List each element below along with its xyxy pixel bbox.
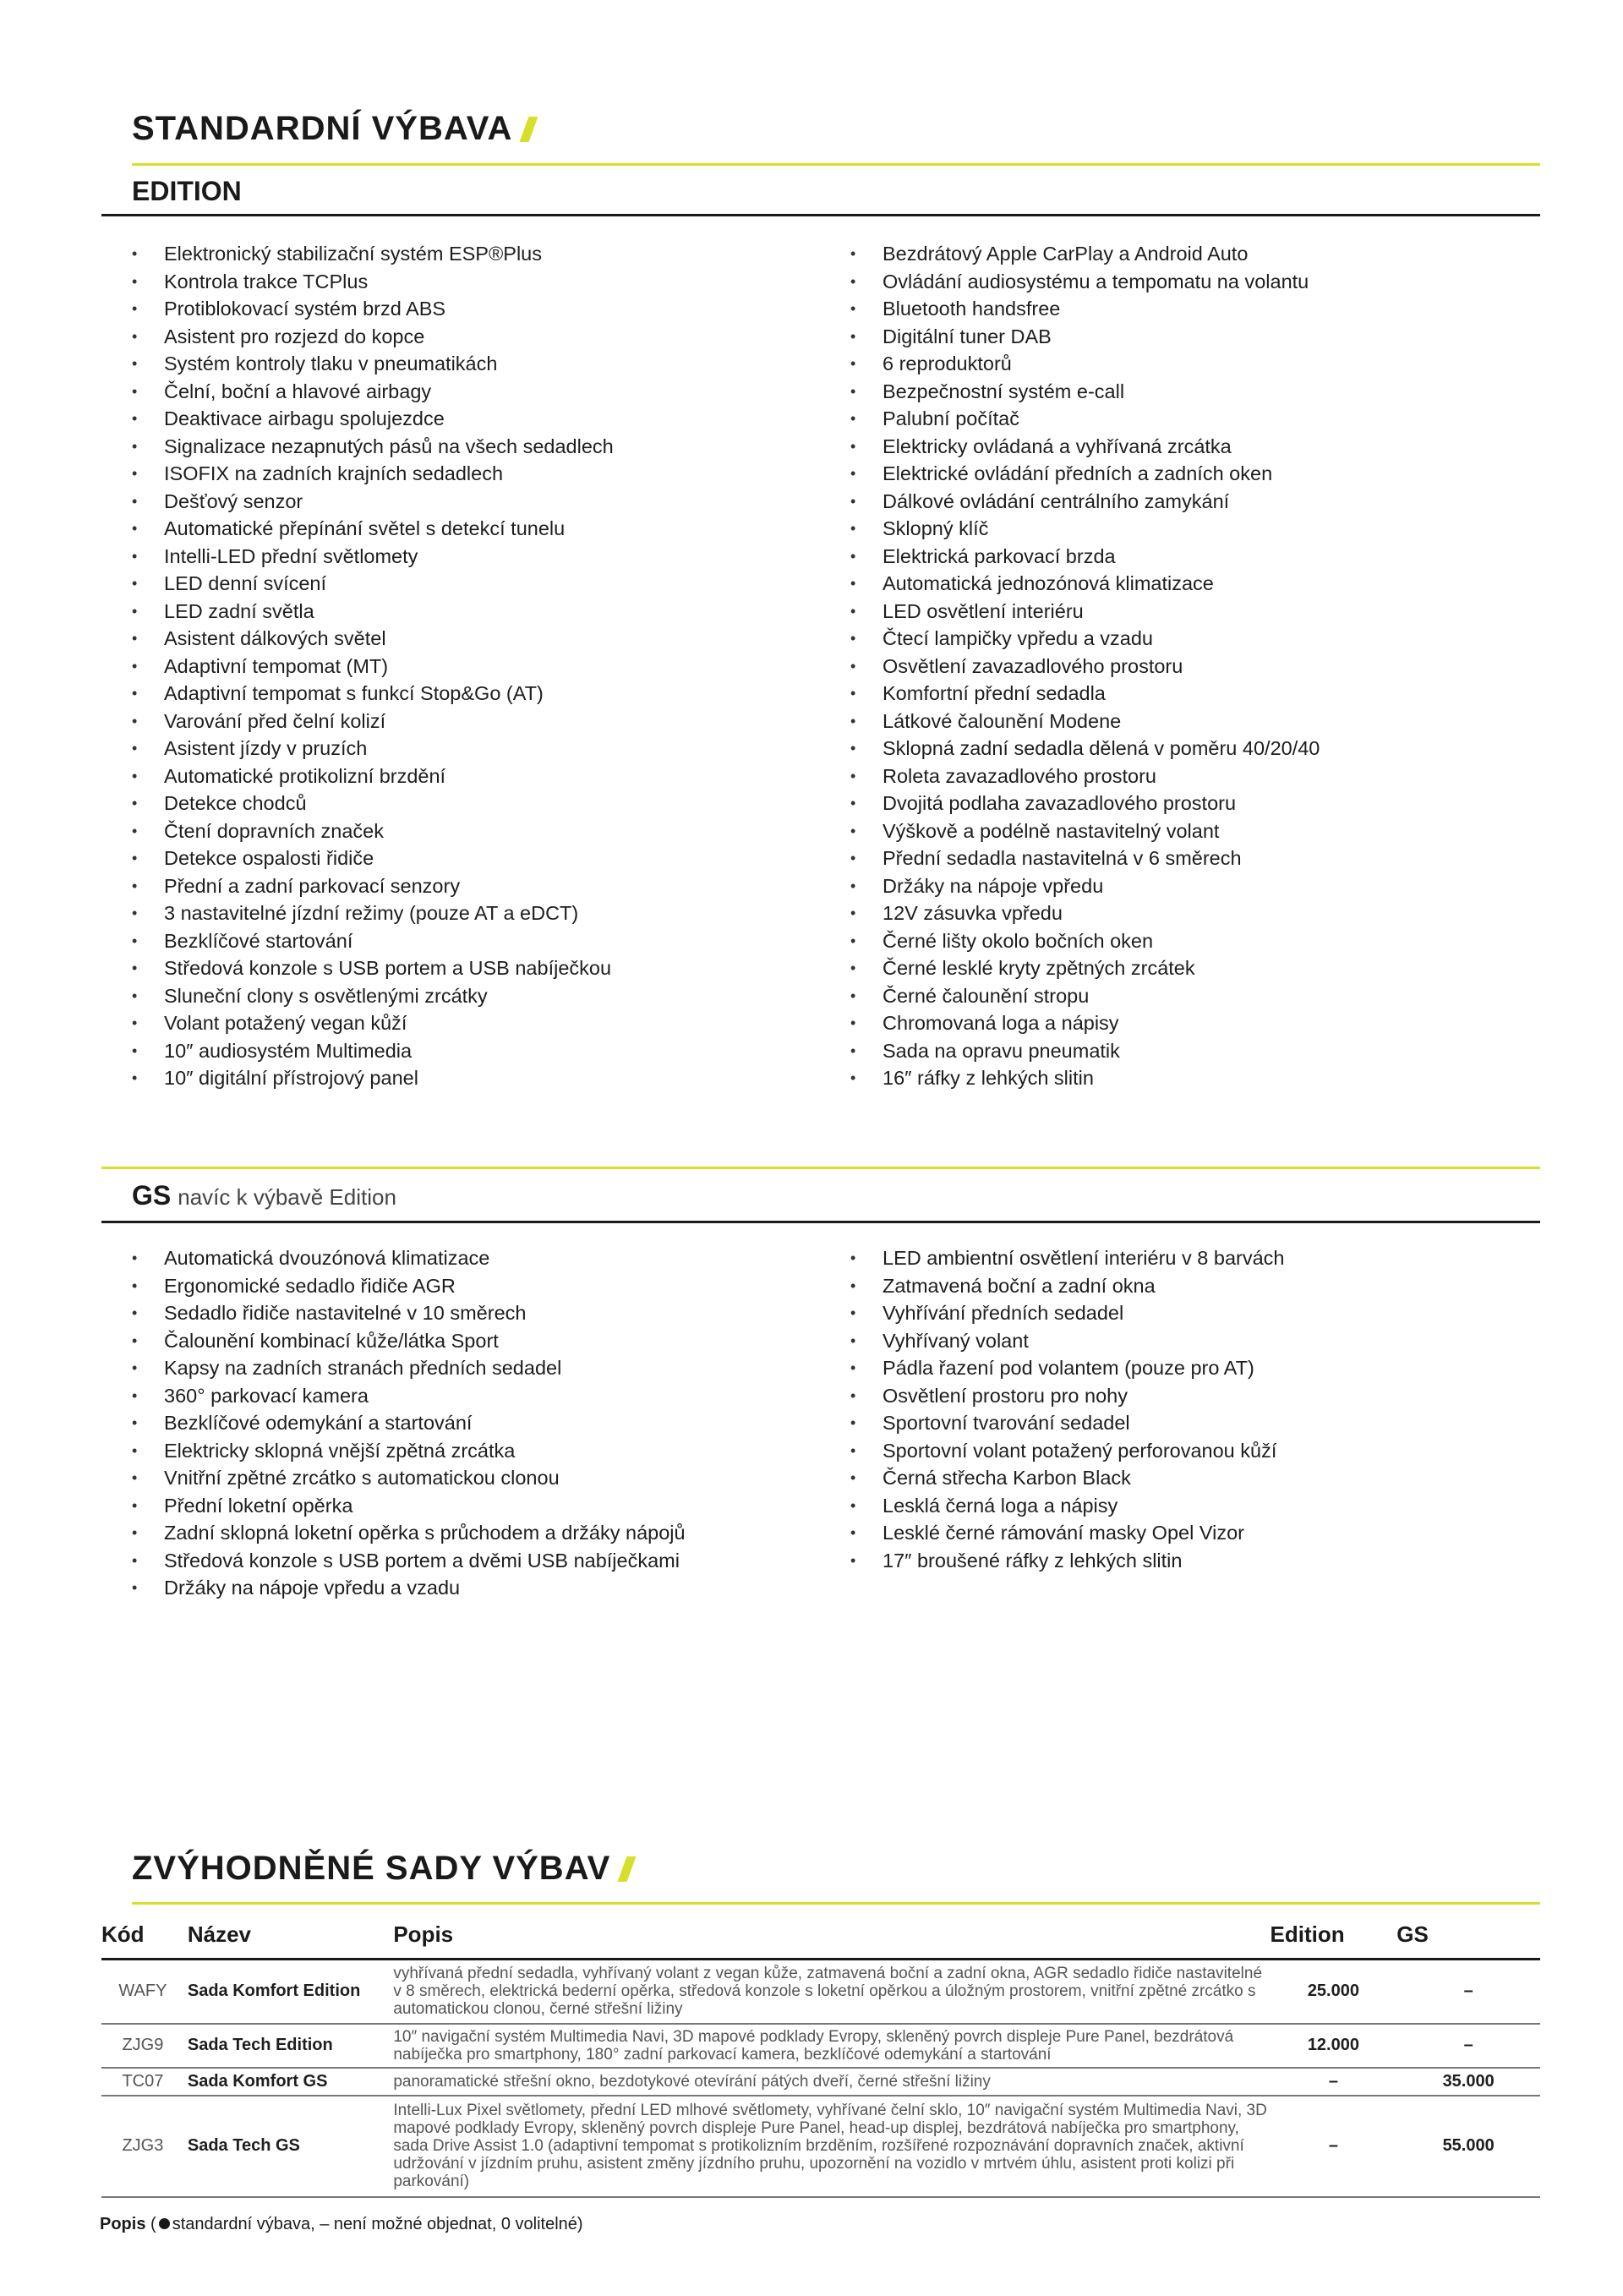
packages-title: [132, 1850, 631, 1888]
row-edition-price: –: [1271, 2068, 1397, 2096]
list-item: • Ovládání audiosystému a tempomatu na volantu: [850, 268, 1320, 296]
list-item: • Sada na opravu pneumatik: [850, 1037, 1320, 1065]
list-item: • Elektricky ovládaná a vyhřívaná zrcátka: [850, 433, 1320, 461]
list-item: • LED zadní světla: [132, 598, 614, 626]
legend-rest: – není možné objednat, 0 volitelné): [320, 2215, 583, 2233]
list-item: • Varování před čelní kolizí: [132, 708, 614, 735]
list-item: • Přední loketní opěrka: [132, 1492, 686, 1520]
gs-divider: [101, 1221, 1540, 1223]
standard-equipment-title-text: STANDARDNÍ VÝBAVA: [132, 110, 513, 147]
list-item: • Držáky na nápoje vpředu: [850, 872, 1320, 900]
list-item: • Volant potažený vegan kůží: [132, 1009, 614, 1037]
gs-list-left: [132, 1244, 686, 1602]
row-name: Sada Tech GS: [184, 2096, 393, 2197]
list-item: • Černá střecha Karbon Black: [850, 1464, 1284, 1492]
col-name-header: Název: [184, 1919, 393, 1960]
list-item: • LED ambientní osvětlení interiéru v 8 barvách: [850, 1244, 1284, 1272]
list-item: • Zadní sklopná loketní opěrka s průchodem a držáky nápojů: [132, 1519, 686, 1547]
col-gs-header: GS: [1396, 1919, 1540, 1960]
list-item: • Bezklíčové odemykání a startování: [132, 1409, 686, 1437]
list-item: • Sklopný klíč: [850, 515, 1320, 543]
row-edition-price: 25.000: [1271, 1960, 1397, 2024]
list-item: • Čtení dopravních značek: [132, 817, 614, 845]
row-code: ZJG3: [101, 2096, 184, 2197]
legend: [100, 2215, 583, 2234]
row-desc: vyhřívaná přední sedadla, vyhřívaný volant z vegan kůže, zatmavená boční a zadní okna, AGR sedadlo řidiče nastavitelné v 8 směrech, elektrická bederní opěrka, středová konzole s loketní opěrkou a úložným prostorem, vnitřní zpětné zrcátko s automatickou clonou, černé střešní ližiny: [393, 1960, 1270, 2024]
col-desc-header: Popis: [393, 1919, 1270, 1960]
list-item: • Automatická dvouzónová klimatizace: [132, 1244, 686, 1272]
list-item: • Detekce ospalosti řidiče: [132, 845, 614, 872]
list-item: • Sklopná zadní sedadla dělená v poměru 40/20/40: [850, 735, 1320, 763]
row-gs-price: –: [1396, 1960, 1540, 2024]
list-item: • Komfortní přední sedadla: [850, 680, 1320, 708]
standard-dot-icon: [159, 2218, 170, 2229]
list-item: • Chromovaná loga a nápisy: [850, 1009, 1320, 1037]
list-item: • LED denní svícení: [132, 570, 614, 598]
list-item: • Bezpečnostní systém e-call: [850, 378, 1320, 406]
list-item: • Deaktivace airbagu spolujezdce: [132, 405, 614, 433]
title-underline: [132, 163, 1540, 166]
list-item: • Držáky na nápoje vpředu a vzadu: [132, 1574, 686, 1602]
list-item: • 10″ digitální přístrojový panel: [132, 1064, 614, 1092]
list-item: • Sportovní tvarování sedadel: [850, 1409, 1284, 1437]
list-item: • ISOFIX na zadních krajních sedadlech: [132, 460, 614, 488]
list-item: • Kapsy na zadních stranách předních sedadel: [132, 1354, 686, 1382]
row-gs-price: 55.000: [1396, 2096, 1540, 2197]
row-name: Sada Komfort GS: [184, 2068, 393, 2096]
list-item: • Pádla řazení pod volantem (pouze pro AT): [850, 1354, 1284, 1382]
list-item: • Bluetooth handsfree: [850, 295, 1320, 323]
list-item: • 360° parkovací kamera: [132, 1382, 686, 1410]
row-name: Sada Tech Edition: [184, 2024, 393, 2068]
list-item: • Adaptivní tempomat s funkcí Stop&Go (AT): [132, 680, 614, 708]
row-desc: 10″ navigační systém Multimedia Navi, 3D mapové podklady Evropy, skleněný povrch displeje Pure Panel, bezdrátová nabíječka pro smartphony, 180° zadní parkovací kamera, bezklíčové odemykání a startování: [393, 2024, 1270, 2068]
row-desc: panoramatické střešní okno, bezdotykové otevírání pátých dveří, černé střešní ližiny: [393, 2068, 1270, 2096]
list-item: • Elektrické ovládání předních a zadních oken: [850, 460, 1320, 488]
standard-equipment-title: [132, 110, 533, 148]
list-item: • Sportovní volant potažený perforovanou kůží: [850, 1437, 1284, 1465]
edition-title: EDITION: [132, 176, 242, 206]
col-code-header: Kód: [101, 1919, 184, 1960]
list-item: • Bezdrátový Apple CarPlay a Android Auto: [850, 240, 1320, 268]
list-item: • 17″ broušené ráfky z lehkých slitin: [850, 1547, 1284, 1575]
col-edition-header: Edition: [1271, 1919, 1397, 1960]
gs-list-right: [850, 1244, 1284, 1574]
table-row: [101, 2068, 1540, 2096]
list-item: • Dálkové ovládání centrálního zamykání: [850, 488, 1320, 516]
list-item: • Systém kontroly tlaku v pneumatikách: [132, 350, 614, 378]
packages-table: [101, 1919, 1540, 2198]
legend-open: (: [150, 2215, 156, 2233]
row-gs-price: –: [1396, 2024, 1540, 2068]
list-item: • Dešťový senzor: [132, 488, 614, 516]
list-item: • Zatmavená boční a zadní okna: [850, 1272, 1284, 1300]
list-item: • 16″ ráfky z lehkých slitin: [850, 1064, 1320, 1092]
packages-header-row: [101, 1919, 1540, 1960]
list-item: • Černé lišty okolo bočních oken: [850, 927, 1320, 955]
edition-divider: [101, 214, 1540, 216]
list-item: • Bezklíčové startování: [132, 927, 614, 955]
list-item: • Černé lesklé kryty zpětných zrcátek: [850, 954, 1320, 982]
list-item: • Kontrola trakce TCPlus: [132, 268, 614, 296]
list-item: • 3 nastavitelné jízdní režimy (pouze AT a eDCT): [132, 899, 614, 927]
table-row: [101, 1960, 1540, 2024]
list-item: • Vyhřívání předních sedadel: [850, 1299, 1284, 1327]
list-item: • LED osvětlení interiéru: [850, 598, 1320, 626]
list-item: • Přední a zadní parkovací senzory: [132, 872, 614, 900]
gs-title-text: GS: [132, 1180, 172, 1211]
list-item: • Čalounění kombinací kůže/látka Sport: [132, 1327, 686, 1355]
row-code: TC07: [101, 2068, 184, 2096]
list-item: • Ergonomické sedadlo řidiče AGR: [132, 1272, 686, 1300]
list-item: • Protiblokovací systém brzd ABS: [132, 295, 614, 323]
list-item: • Lesklá černá loga a nápisy: [850, 1492, 1284, 1520]
row-desc: Intelli-Lux Pixel světlomety, přední LED mlhové světlomety, vyhřívané čelní sklo, 10″ navigační systém Multimedia Navi, 3D mapové podklady Evropy, skleněný povrch displeje Pure Panel, head-up displej, bezdrátová nabíječka pro smartphony, sada Drive Assist 1.0 (adaptivní tempomat s protikolizním brzděním, rozšířené rozpoznávání dopravních značek, aktivní udržování v jízdním pruhu, asistent změny jízdního pruhu, upozornění na vozidlo v mrtvém úhlu, asistent proti kolizi při parkování): [393, 2096, 1270, 2197]
packages-underline: [132, 1902, 1540, 1905]
list-item: • Automatické přepínání světel s detekcí tunelu: [132, 515, 614, 543]
table-row: [101, 2024, 1540, 2068]
gs-subtitle: navíc k výbavě Edition: [178, 1184, 396, 1210]
list-item: • Asistent pro rozjezd do kopce: [132, 323, 614, 351]
row-edition-price: –: [1271, 2096, 1397, 2197]
gs-top-line: [101, 1167, 1540, 1169]
list-item: • Černé čalounění stropu: [850, 982, 1320, 1010]
list-item: • Čelní, boční a hlavové airbagy: [132, 378, 614, 406]
list-item: • Dvojitá podlaha zavazadlového prostoru: [850, 790, 1320, 817]
list-item: • Vnitřní zpětné zrcátko s automatickou clonou: [132, 1464, 686, 1492]
list-item: • Automatické protikolizní brzdění: [132, 763, 614, 790]
list-item: • Výškově a podélně nastavitelný volant: [850, 817, 1320, 845]
list-item: • 10″ audiosystém Multimedia: [132, 1037, 614, 1065]
list-item: • Intelli-LED přední světlomety: [132, 543, 614, 571]
list-item: • Adaptivní tempomat (MT): [132, 653, 614, 681]
packages-title-text: ZVÝHODNĚNÉ SADY VÝBAV: [132, 1850, 611, 1887]
list-item: • Osvětlení prostoru pro nohy: [850, 1382, 1284, 1410]
legend-label: Popis: [100, 2215, 146, 2233]
list-item: • Sluneční clony s osvětlenými zrcátky: [132, 982, 614, 1010]
list-item: • Elektrická parkovací brzda: [850, 543, 1320, 571]
list-item: • Digitální tuner DAB: [850, 323, 1320, 351]
gs-title: [132, 1180, 396, 1211]
legend-standard: standardní výbava,: [172, 2215, 315, 2233]
list-item: • Asistent jízdy v pruzích: [132, 735, 614, 763]
row-edition-price: 12.000: [1271, 2024, 1397, 2068]
list-item: • Sedadlo řidiče nastavitelné v 10 směrech: [132, 1299, 686, 1327]
list-item: • 6 reproduktorů: [850, 350, 1320, 378]
row-code: WAFY: [101, 1960, 184, 2024]
list-item: • Středová konzole s USB portem a USB nabíječkou: [132, 954, 614, 982]
list-item: • Čtecí lampičky vpředu a vzadu: [850, 625, 1320, 653]
list-item: • 12V zásuvka vpředu: [850, 899, 1320, 927]
list-item: • Přední sedadla nastavitelná v 6 směrech: [850, 845, 1320, 872]
table-row: [101, 2096, 1540, 2197]
list-item: • Elektronický stabilizační systém ESP®Plus: [132, 240, 614, 268]
list-item: • Osvětlení zavazadlového prostoru: [850, 653, 1320, 681]
list-item: • Lesklé černé rámování masky Opel Vizor: [850, 1519, 1284, 1547]
list-item: • Detekce chodců: [132, 790, 614, 817]
list-item: • Signalizace nezapnutých pásů na všech sedadlech: [132, 433, 614, 461]
edition-list-right: [850, 240, 1320, 1092]
list-item: • Elektricky sklopná vnější zpětná zrcátka: [132, 1437, 686, 1465]
accent-slash-icon: [520, 117, 538, 142]
list-item: • Středová konzole s USB portem a dvěmi USB nabíječkami: [132, 1547, 686, 1575]
row-name: Sada Komfort Edition: [184, 1960, 393, 2024]
edition-list-left: [132, 240, 614, 1092]
list-item: • Látkové čalounění Modene: [850, 708, 1320, 735]
list-item: • Asistent dálkových světel: [132, 625, 614, 653]
list-item: • Automatická jednozónová klimatizace: [850, 570, 1320, 598]
list-item: • Vyhřívaný volant: [850, 1327, 1284, 1355]
row-gs-price: 35.000: [1396, 2068, 1540, 2096]
list-item: • Roleta zavazadlového prostoru: [850, 763, 1320, 790]
list-item: • Palubní počítač: [850, 405, 1320, 433]
accent-slash-icon: [618, 1856, 637, 1882]
row-code: ZJG9: [101, 2024, 184, 2068]
